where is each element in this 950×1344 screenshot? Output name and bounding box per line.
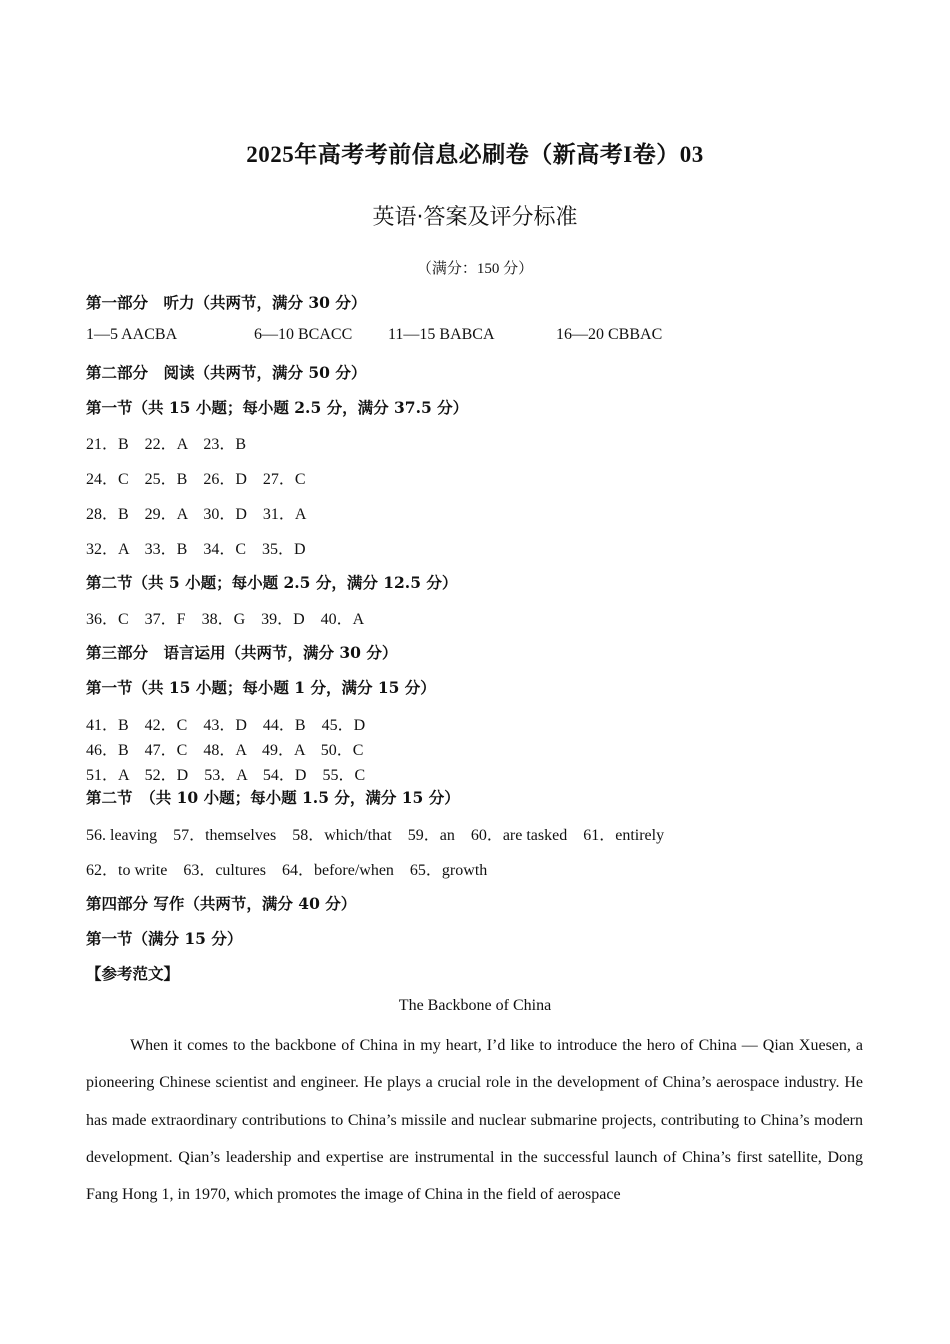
answer-line: 51．A 52．D 53．A 54．D 55．C: [86, 767, 366, 784]
answer-line: 36．C 37．F 38．G 39．D 40．A: [86, 611, 365, 628]
part1-answer: 6—10 BCACC: [254, 326, 353, 343]
part2-section2-heading: 第二节（共 5 小题；每小题 2.5 分，满分 12.5 分）: [86, 573, 458, 592]
part1-answer: 16—20 CBBAC: [556, 326, 663, 343]
part3-section2-heading: 第二节 （共 10 小题；每小题 1.5 分，满分 15 分）: [86, 788, 460, 807]
answer-line: 46．B 47．C 48．A 49．A 50．C: [86, 742, 364, 759]
page-subtitle: 英语·答案及评分标准: [372, 205, 578, 230]
answer-line: 28．B 29．A 30．D 31．A: [86, 506, 307, 523]
part1-heading: 第一部分 听力（共两节，满分 30 分）: [86, 293, 367, 312]
answer-line: 32．A 33．B 34．C 35．D: [86, 541, 306, 558]
answer-line: 41．B 42．C 43．D 44．B 45．D: [86, 717, 366, 734]
sample-essay-label: 【参考范文】: [86, 964, 180, 983]
part1-answer: 11—15 BABCA: [388, 326, 495, 343]
part4-section1-heading: 第一节（满分 15 分）: [86, 929, 243, 948]
essay-title: The Backbone of China: [398, 997, 552, 1014]
answer-line: 21．B 22．A 23．B: [86, 436, 247, 453]
part4-heading: 第四部分 写作（共两节，满分 40 分）: [86, 894, 357, 913]
answer-line: 24．C 25．B 26．D 27．C: [86, 471, 306, 488]
page-title: 2025年高考考前信息必刷卷（新高考I卷）03: [246, 142, 704, 167]
part2-section1-heading: 第一节（共 15 小题；每小题 2.5 分，满分 37.5 分）: [86, 398, 469, 417]
part1-answer: 1—5 AACBA: [86, 326, 178, 343]
answer-line: 56. leaving 57．themselves 58．which/that 59．an 60．are tasked 61．entirely: [86, 827, 665, 844]
part3-heading: 第三部分 语言运用（共两节，满分 30 分）: [86, 643, 398, 662]
part2-heading: 第二部分 阅读（共两节，满分 50 分）: [86, 363, 367, 382]
part3-section1-heading: 第一节（共 15 小题；每小题 1 分，满分 15 分）: [86, 678, 436, 697]
full-score: （满分：150 分）: [416, 261, 534, 277]
answer-line: 62．to write 63．cultures 64．before/when 65．growth: [86, 862, 488, 879]
essay-body: When it comes to the backbone of China in my heart, I’d like to introduce the hero of China — Qian Xuesen, a pioneering Chinese scientist and engineer. He plays a crucial role in the development of China’s aerospace industry. He has made extraordinary contributions to China’s missile and nuclear submarine projects, contributing to China’s modern development. Qian’s leadership and expertise are instrumental in the successful launch of China’s first satellite, Dong Fang Hong 1, in 1970, which promotes the image of China in the field of aerospace: [86, 1037, 863, 1204]
